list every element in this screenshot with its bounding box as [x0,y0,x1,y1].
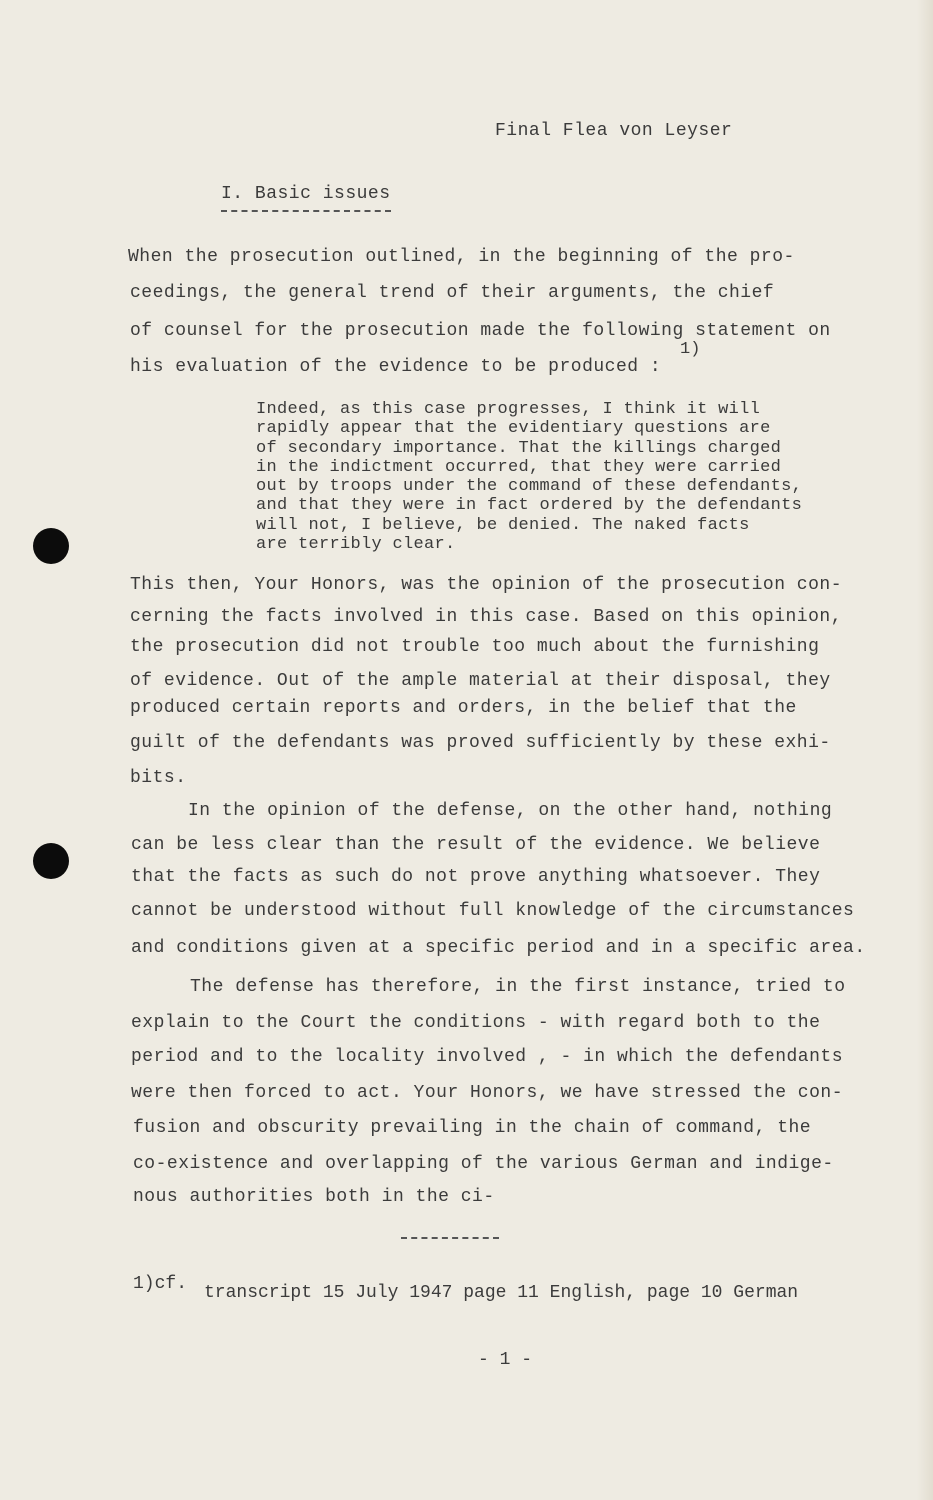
quote-line: Indeed, as this case progresses, I think it will [256,400,761,419]
body-line: cerning the facts involved in this case. Based on this opinion, [130,607,843,627]
intro-line: of counsel for the prosecution made the following statement on [130,321,831,341]
document-header: Final Flea von Leyser [495,121,733,141]
body-line: cannot be understood without full knowledge of the circumstances [131,901,855,921]
body-line: bits. [130,768,187,788]
quote-line: out by troops under the command of these defendants, [256,477,803,497]
footnote-label: 1)cf. [133,1274,188,1294]
intro-line: When the prosecution outlined, in the beginning of the pro- [128,247,795,267]
body-line: nous authorities both in the ci- [133,1187,495,1207]
footnote-reference: 1) [680,340,701,359]
page-number: - 1 - [478,1350,533,1370]
punch-hole [33,843,69,879]
punch-hole [33,528,69,564]
body-line: were then forced to act. Your Honors, we have stressed the con- [131,1083,844,1103]
body-line: fusion and obscurity prevailing in the chain of command, the [133,1118,812,1138]
body-line: This then, Your Honors, was the opinion of the prosecution con- [130,575,843,595]
body-line: guilt of the defendants was proved sufficiently by these exhi- [130,733,831,753]
quote-line: rapidly appear that the evidentiary questions are [256,419,771,439]
quote-line: are terribly clear. [256,535,456,555]
intro-line: ceedings, the general trend of their arguments, the chief [130,283,775,303]
quote-line: and that they were in fact ordered by the defendants [256,496,803,516]
section-title: I. Basic issues [221,184,391,204]
body-line: of evidence. Out of the ample material at their disposal, they [130,671,831,691]
intro-line: his evaluation of the evidence to be produced : [130,357,662,377]
body-line: that the facts as such do not prove anything whatsoever. They [131,867,821,887]
body-line: explain to the Court the conditions - with regard both to the [131,1013,821,1033]
body-line: The defense has therefore, in the first instance, tried to [190,977,846,997]
body-line: and conditions given at a specific period and in a specific area. [131,938,866,958]
quote-line: in the indictment occurred, that they were carried [256,457,782,477]
footnote-text: transcript 15 July 1947 page 11 English, page 10 German [204,1283,799,1303]
body-line: period and to the locality involved , - in which the defendants [131,1047,844,1067]
body-line: In the opinion of the defense, on the other hand, nothing [188,801,833,821]
body-line: the prosecution did not trouble too much about the furnishing [130,637,820,657]
footnote-separator [401,1237,499,1239]
quote-line: will not, I believe, be denied. The naked facts [256,515,750,535]
page-edge [917,0,933,1500]
body-line: co-existence and overlapping of the various German and indige- [133,1154,834,1174]
block-quote [256,400,866,554]
body-line: can be less clear than the result of the evidence. We believe [131,835,821,855]
body-line: produced certain reports and orders, in the belief that the [130,698,797,718]
quote-line: of secondary importance. That the killings charged [256,438,782,458]
section-underline [221,210,391,212]
